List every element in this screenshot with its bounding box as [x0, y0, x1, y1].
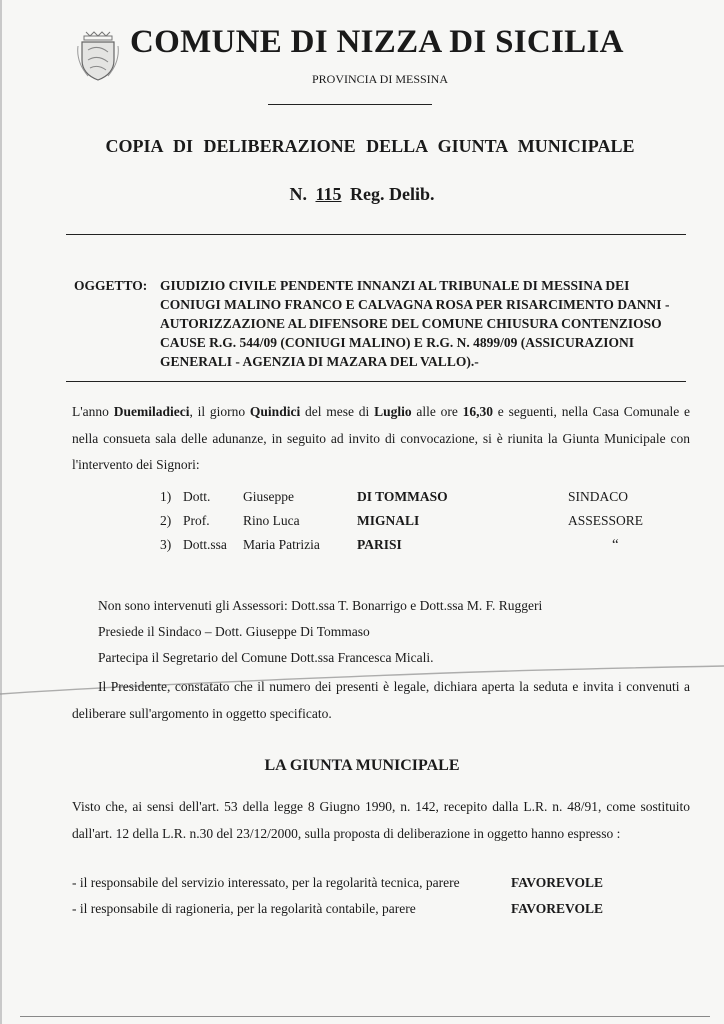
opinion-row	[72, 901, 603, 917]
resolution-number	[0, 184, 724, 205]
municipality-title: COMUNE DI NIZZA DI SICILIA	[130, 24, 624, 60]
number-prefix: N.	[289, 184, 307, 204]
subject-block	[74, 276, 690, 371]
intro-time: 16,30	[462, 404, 494, 419]
opinion-text: - il responsabile del servizio interessato, per la regolarità tecnica, parere	[72, 875, 460, 890]
member-first-name: Giuseppe	[243, 489, 294, 504]
member-last-name: MIGNALI	[357, 513, 420, 528]
intro-text: e seguenti, nella Casa Comunale e nella consueta sala delle adunanze, in seguito ad invito di convocazione, si è riunita la Giunta Municipale con l'intervento dei Signori:	[72, 404, 691, 472]
giunta-heading: LA GIUNTA MUNICIPALE	[264, 757, 460, 774]
member-number: 1)	[160, 489, 172, 504]
intro-day: Quindici	[249, 404, 301, 419]
bottom-scan-edge	[20, 1016, 710, 1017]
intro-text: , il giorno	[189, 404, 250, 419]
subject-label: OGGETTO:	[74, 278, 148, 293]
visto-paragraph: Visto che, ai sensi dell'art. 53 della legge 8 Giugno 1990, n. 142, recepito dalla L.R. n. 48/91, come sostituito dall'art. 12 della L.R. n.30 del 23/12/2000, sulla proposta di deliberazione in oggetto hanno espresso :	[72, 799, 690, 841]
member-first-name: Rino Luca	[243, 513, 300, 528]
section-divider	[66, 234, 686, 235]
member-last-name: DI TOMMASO	[357, 489, 448, 504]
member-row	[160, 537, 680, 561]
member-row	[160, 513, 680, 537]
intro-year: Duemiladieci	[113, 404, 190, 419]
opinion-row	[72, 875, 603, 891]
secretary-line: Partecipa il Segretario del Comune Dott.ssa Francesca Micali.	[98, 650, 434, 665]
member-title: Prof.	[183, 513, 210, 528]
opinion-value: FAVOREVOLE	[511, 875, 603, 890]
header-divider	[268, 104, 432, 105]
member-last-name: PARISI	[357, 537, 402, 552]
member-role: “	[612, 537, 619, 553]
document-heading: COPIA DI DELIBERAZIONE DELLA GIUNTA MUNICIPALE	[105, 136, 635, 156]
member-row	[160, 489, 680, 513]
member-role: SINDACO	[568, 489, 629, 504]
intro-paragraph	[72, 399, 690, 479]
member-first-name: Maria Patrizia	[243, 537, 320, 552]
member-number: 3)	[160, 537, 172, 552]
presiding-officer: Presiede il Sindaco – Dott. Giuseppe Di Tommaso	[98, 624, 370, 639]
quorum-paragraph: Il Presidente, constatato che il numero dei presenti è legale, dichiara aperta la seduta e invita i convenuti a deliberare sull'argomento in oggetto specificato.	[72, 679, 690, 721]
intro-text: del mese di	[300, 404, 375, 419]
intro-text: alle ore	[411, 404, 463, 419]
number-value: 115	[315, 184, 342, 204]
province-label: PROVINCIA DI MESSINA	[311, 72, 448, 86]
intro-month: Luglio	[374, 404, 412, 419]
opinion-text: - il responsabile di ragioneria, per la regolarità contabile, parere	[72, 901, 416, 916]
number-suffix: Reg. Delib.	[350, 184, 435, 204]
member-title: Dott.ssa	[183, 537, 227, 552]
opinion-value: FAVOREVOLE	[511, 901, 603, 916]
member-role: ASSESSORE	[568, 513, 644, 528]
intro-text: L'anno	[72, 404, 114, 419]
subject-text: GIUDIZIO CIVILE PENDENTE INNANZI AL TRIBUNALE DI MESSINA DEI CONIUGI MALINO FRANCO E CALVAGNA ROSA PER RISARCIMENTO DANNI - AUTORIZZAZIONE AL DIFENSORE DEL COMUNE CHIUSURA CONTENZIOSO CAUSE R.G. 544/09 (CONIUGI MALINO) E R.G. N. 4899/09 (ASSICURAZIONI GENERALI - AGENZIA DI MAZARA DEL VALLO).-	[160, 278, 670, 369]
absent-assessors: Non sono intervenuti gli Assessori: Dott.ssa T. Bonarrigo e Dott.ssa M. F. Ruggeri	[98, 598, 543, 613]
members-list	[160, 489, 680, 561]
member-title: Dott.	[183, 489, 211, 504]
section-divider	[66, 381, 686, 382]
member-number: 2)	[160, 513, 172, 528]
